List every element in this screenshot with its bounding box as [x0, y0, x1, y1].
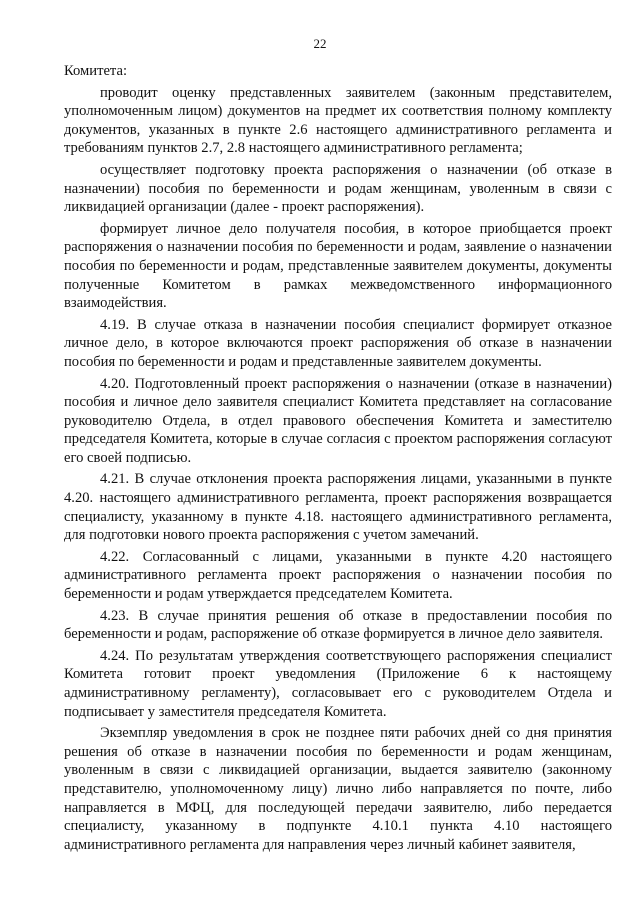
paragraph-4-24: 4.24. По результатам утверждения соответствующего распоряжения специалист Комитета готовит проект уведомления (Приложение 6 к настоящему административному регламенту), согласовывает его с руководителем Отдела и подписывает у заместителя председателя Комитета. [64, 647, 612, 720]
paragraph-document-review: проводит оценку представленных заявителем (законным представителем, уполномоченным лицом) документов на предмет их соответствия полному комплекту документов, указанных в пункте 2.6 настоящего административного регламента и требованиям пунктов 2.7, 2.8 настоящего административного регламента; [64, 84, 612, 157]
paragraph-4-19: 4.19. В случае отказа в назначении пособия специалист формирует отказное личное дело, в которое включаются проект распоряжения об отказе в назначении пособия по беременности и родам и представленные заявителем документы. [64, 316, 612, 370]
paragraph-4-23: 4.23. В случае принятия решения об отказе в предоставлении пособия по беременности и родам, распоряжение об отказе формируется в личное дело заявителя. [64, 607, 612, 643]
paragraph-4-20: 4.20. Подготовленный проект распоряжения о назначении (отказе в назначении) пособия и личное дело заявителя специалист Комитета представляет на согласование руководителю Отдела, в отдел правового обеспечения Комитета и заместителю председателя Комитета, которые в случае согласия с проектом распоряжения согласуют его своей подписью. [64, 375, 612, 466]
document-body [64, 62, 612, 857]
paragraph-4-22: 4.22. Согласованный с лицами, указанными в пункте 4.20 настоящего административного регламента проект распоряжения о назначении пособия по беременности и родам утверждается председателем Комитета. [64, 548, 612, 603]
page-number: 22 [313, 36, 327, 51]
paragraph-4-21: 4.21. В случае отклонения проекта распоряжения лицами, указанными в пункте 4.20. настоящего административного регламента, проект распоряжения возвращается специалисту, указанному в пункте 4.18. настоящего административного регламента, для подготовки нового проекта распоряжения с учетом замечаний. [64, 471, 612, 544]
paragraph-notification-copy: Экземпляр уведомления в срок не позднее пяти рабочих дней со дня принятия решения об отказе в назначении пособия по беременности и родам женщинам, уволенным в связи с ликвидацией организации, выдается заявителю (законному представителю, уполномоченному лицу) лично либо направляется по почте, либо направляется в МФЦ, для последующей передачи заявителю, либо передается специалисту, указанному в подпункте 4.10.1 пункта 4.10 настоящего административного регламента для направления через личный кабинет заявителя, [64, 725, 612, 853]
paragraph-committee: Комитета: [64, 63, 128, 79]
paragraph-draft-order: осуществляет подготовку проекта распоряжения о назначении (об отказе в назначении) пособия по беременности и родам женщинам, уволенным в связи с ликвидацией организации (далее - проект распоряжения). [64, 161, 612, 216]
paragraph-personal-file: формирует личное дело получателя пособия, в которое приобщается проект распоряжения о назначении пособия по беременности и родам, заявление о назначении пособия по беременности и родам, представленные заявителем документы, документы полученные Комитетом в рамках межведомственного информационного взаимодействия. [64, 220, 612, 312]
